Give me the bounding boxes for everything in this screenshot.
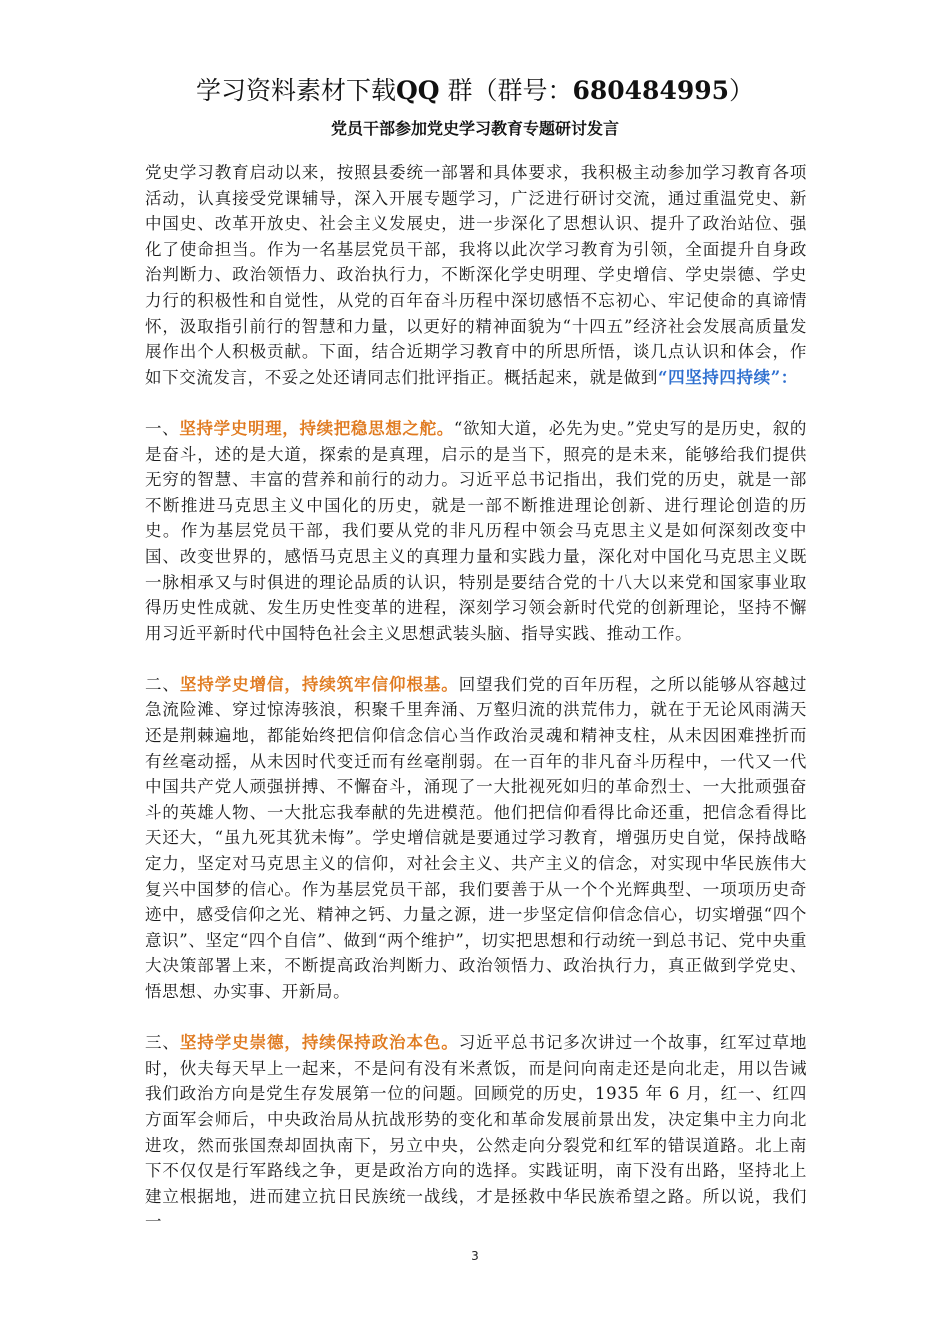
header-middle: 群（群号：: [439, 76, 573, 105]
document-title: 党员干部参加党史学习教育专题研讨发言: [330, 119, 619, 138]
section-3-heading: 坚持学史崇德，持续保持政治本色。: [179, 1033, 459, 1053]
section-3-number: 三、: [145, 1033, 180, 1053]
intro-highlight: “四坚持四持续”：: [658, 367, 798, 387]
section-2-text: 回望我们党的百年历程，之所以能够从容越过急流险滩、穿过惊涛骇浪，积聚千里奔涌、万壑归流的洪荒伟力，就在于无论风雨满天还是荆棘遍地，都能始终把信仰信念信心当作政治灵魂和精神支柱，从未因困难挫折而有丝毫动摇，从未因时代变迁而有丝毫削弱。在一百年的非凡奋斗历程中，一代又一代中国共产党人顽强拼搏、不懈奋斗，涌现了一大批视死如归的革命烈士、一大批顽强奋斗的英雄人物、一大批忘我奉献的先进模范。他们把信仰看得比命还重，把信念看得比天还大，“虽九死其犹未悔”。学史增信就是要通过学习教育，增强历史自觉，保持战略定力，坚定对马克思主义的信仰，对社会主义、共产主义的信念，对实现中华民族伟大复兴中国梦的信心。作为基层党员干部，我们要善于从一个个光辉典型、一项项历史奇迹中，感受信仰之光、精神之钙、力量之源，进一步坚定信仰信念信心，切实增强“四个意识”、坚定“四个自信”、做到“两个维护”，切实把思想和行动统一到总书记、党中央重大决策部署上来，不断提高政治判断力、政治领悟力、政治执行力，真正做到学党史、悟思想、办实事、开新局。: [145, 674, 807, 1001]
paragraph-gap: [145, 1005, 807, 1031]
header-qq: QQ: [395, 76, 440, 105]
section-2-heading: 坚持学史增信，持续筑牢信仰根基。: [179, 674, 459, 694]
paragraph-gap: [145, 646, 807, 672]
section-2-number: 二、: [145, 674, 180, 694]
intro-text: 党史学习教育启动以来，按照县委统一部署和具体要求，我积极主动参加学习教育各项活动，认真接受党课辅导，深入开展专题学习，广泛进行研讨交流，通过重温党史、新中国史、改革开放史、社会主义发展史，进一步深化了思想认识、提升了政治站位、强化了使命担当。作为一名基层党员干部，我将以此次学习教育为引领，全面提升自身政治判断力、政治领悟力、政治执行力，不断深化学史明理、学史增信、学史崇德、学史力行的积极性和自觉性，从党的百年奋斗历程中深切感悟不忘初心、牢记使命的真谛情怀，汲取指引前行的智慧和力量，以更好的精神面貌为“十四五”经济社会发展高质量发展作出个人积极贡献。下面，结合近期学习教育中的所思所悟，谈几点认识和体会，作如下交流发言，不妥之处还请同志们批评指正。概括起来，就是做到: [145, 163, 807, 387]
header-group-number: 680484995: [572, 76, 730, 105]
document-body: [145, 160, 807, 1235]
section-1-text: “欲知大道，必先为史。”党史写的是历史，叙的是奋斗，述的是大道，探索的是真理，启示的是当下，照亮的是未来，能够给我们提供无穷的智慧、丰富的营养和前行的动力。习近平总书记指出，我们党的历史，就是一部不断推进马克思主义中国化的历史，就是一部不断推进理论创新、进行理论创造的历史。作为基层党员干部，我们要从党的非凡历程中领会马克思主义是如何深刻改变中国、改变世界的，感悟马克思主义的真理力量和实践力量，深化对中国化马克思主义既一脉相承又与时俱进的理论品质的认识，特别是要结合党的十八大以来党和国家事业取得历史性成就、发生历史性变革的进程，深刻学习领会新时代党的创新理论，坚持不懈用习近平新时代中国特色社会主义思想武装头脑、指导实践、推动工作。: [145, 418, 807, 643]
section-3-paragraph: [145, 1030, 807, 1235]
section-1-paragraph: [145, 416, 807, 646]
section-2-paragraph: [145, 672, 807, 1005]
section-1-number: 一、: [145, 418, 180, 438]
page-header: [0, 74, 950, 108]
section-1-heading: 坚持学史明理，持续把稳思想之舵。: [179, 418, 454, 438]
header-prefix: 学习资料素材下载: [195, 76, 396, 105]
intro-paragraph: [145, 160, 807, 390]
section-3-text: 习近平总书记多次讲过一个故事，红军过草地时，伙夫每天早上一起来，不是问有没有米煮饭，而是问向南走还是向北走，用以告诫我们政治方向是党生存发展第一位的问题。回顾党的历史，1935 年 6 月，红一、红四方面军会师后，中央政治局从抗战形势的变化和革命发展前景出发，决定集中主力向北进攻，然而张国焘却固执南下，另立中央，公然走向分裂党和红军的错误道路。北上南下不仅仅是行军路线之争，更是政治方向的选择。实践证明，南下没有出路，坚持北上建立根据地，进而建立抗日民族统一战线，才是拯救中华民族希望之路。所以说，我们一: [145, 1033, 807, 1232]
header-suffix: ）: [729, 76, 755, 105]
paragraph-gap: [145, 390, 807, 416]
page-number: 3: [471, 1249, 479, 1263]
